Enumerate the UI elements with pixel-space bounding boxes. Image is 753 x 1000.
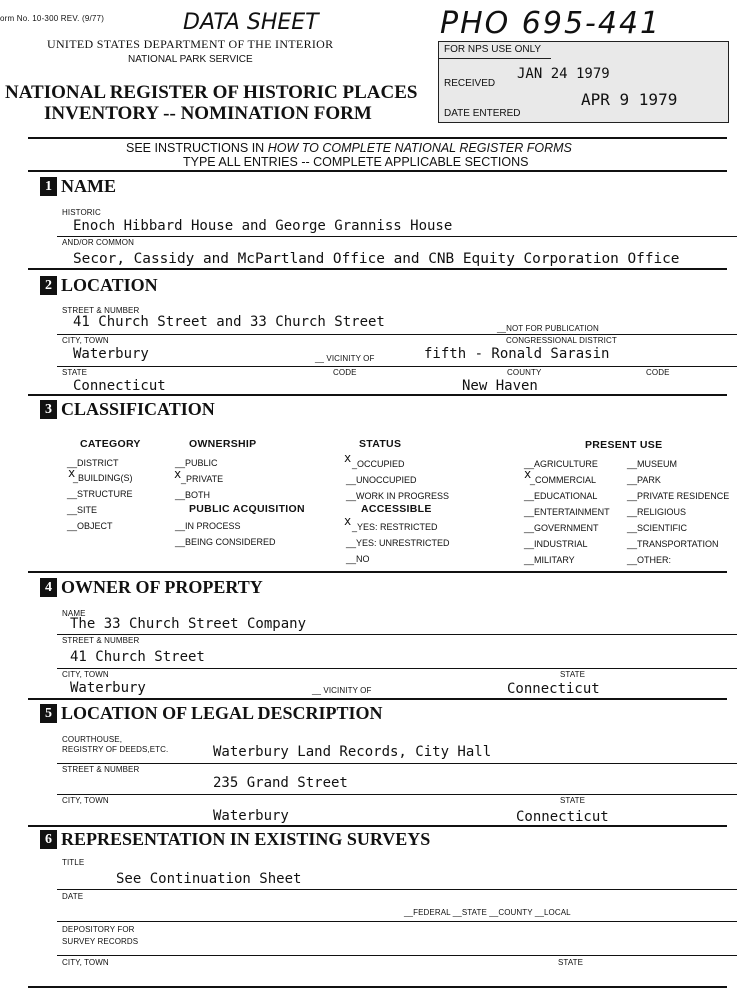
ownership-private: _PRIVATE (181, 474, 224, 484)
section-number-1: 1 (40, 177, 57, 196)
rule (28, 698, 727, 700)
section-number-3: 3 (40, 400, 57, 419)
legal-city-label: CITY, TOWN (62, 796, 109, 805)
owner-street-label: STREET & NUMBER (62, 636, 140, 645)
use-government: __GOVERNMENT (524, 523, 599, 533)
public-acquisition-header: PUBLIC ACQUISITION (189, 503, 305, 515)
x-mark: x (344, 451, 352, 465)
category-district: __DISTRICT (67, 458, 119, 468)
agency-name: UNITED STATES DEPARTMENT OF THE INTERIOR (47, 37, 334, 51)
survey-state-label: STATE (558, 958, 584, 967)
form-title-line2: INVENTORY -- NOMINATION FORM (44, 103, 372, 124)
rule (28, 268, 727, 270)
use-religious: __RELIGIOUS (627, 507, 687, 517)
rule (28, 825, 727, 827)
accessible-yes-unrestricted: __YES: UNRESTRICTED (346, 538, 450, 548)
rule (57, 634, 737, 635)
not-for-publication: __NOT FOR PUBLICATION (497, 324, 599, 333)
use-industrial: __INDUSTRIAL (524, 539, 588, 549)
rule (57, 763, 737, 764)
section-number-2: 2 (40, 276, 57, 295)
rule (57, 955, 737, 956)
legal-street-value: 235 Grand Street (213, 775, 348, 791)
instructions-prefix: SEE INSTRUCTIONS IN (126, 141, 268, 155)
form-title-line1: NATIONAL REGISTER OF HISTORIC PLACES (5, 82, 418, 103)
section-title-classification: CLASSIFICATION (61, 399, 215, 419)
handwritten-id: PHO 695-441 (440, 6, 662, 41)
use-park: __PARK (627, 475, 661, 485)
rule (57, 794, 737, 795)
section-title-location: LOCATION (61, 275, 158, 295)
status-header: STATUS (359, 438, 402, 450)
x-mark: x (524, 467, 532, 481)
owner-city-value: Waterbury (70, 680, 146, 696)
use-agriculture: __AGRICULTURE (524, 459, 598, 469)
depository-label-line1: DEPOSITORY FOR (62, 925, 135, 934)
county-value: New Haven (462, 378, 538, 394)
code-label: CODE (333, 368, 357, 377)
use-scientific: __SCIENTIFIC (627, 523, 688, 533)
common-name-label: AND/OR COMMON (62, 238, 134, 247)
rule (57, 334, 737, 335)
category-buildings: _BUILDING(S) (73, 473, 133, 483)
use-transportation: __TRANSPORTATION (627, 539, 719, 549)
instructions-line2: TYPE ALL ENTRIES -- COMPLETE APPLICABLE SECTIONS (183, 155, 529, 169)
x-mark: x (174, 467, 182, 481)
rule (57, 668, 737, 669)
courthouse-label-line2: REGISTRY OF DEEDS,ETC. (62, 745, 169, 754)
nps-box-divider (439, 58, 551, 59)
congressional-district-label: CONGRESSIONAL DISTRICT (506, 336, 617, 345)
survey-levels: __FEDERAL __STATE __COUNTY __LOCAL (404, 908, 571, 917)
congressional-district-value: fifth - Ronald Sarasin (424, 346, 610, 362)
ownership-public: __PUBLIC (175, 458, 218, 468)
acquisition-in-process: __IN PROCESS (175, 521, 241, 531)
rule (28, 137, 727, 139)
courthouse-label-line1: COURTHOUSE, (62, 735, 123, 744)
category-object: __OBJECT (67, 521, 113, 531)
section-title-legal-description: LOCATION OF LEGAL DESCRIPTION (61, 703, 383, 723)
survey-title-label: TITLE (62, 858, 85, 867)
category-site: __SITE (67, 505, 98, 515)
received-label: RECEIVED (444, 78, 496, 89)
nps-use-box (438, 41, 729, 123)
owner-name-value: The 33 Church Street Company (70, 616, 307, 632)
section-number-6: 6 (40, 830, 57, 849)
handwritten-data-sheet: DATA SHEET (183, 10, 319, 35)
section-number-5: 5 (40, 704, 57, 723)
accessible-yes-restricted: _YES: RESTRICTED (352, 522, 438, 532)
date-entered-label: DATE ENTERED (444, 108, 521, 119)
rule (57, 366, 737, 367)
owner-vicinity-label: __ VICINITY OF (312, 686, 372, 695)
category-structure: __STRUCTURE (67, 489, 133, 499)
section-title-owner: OWNER OF PROPERTY (61, 577, 263, 597)
survey-title-value: See Continuation Sheet (116, 871, 302, 887)
state-label: STATE (62, 368, 88, 377)
nps-box-heading: FOR NPS USE ONLY (444, 44, 542, 55)
rule (28, 986, 727, 988)
status-work-in-progress: __WORK IN PROGRESS (346, 491, 450, 501)
rule (57, 921, 737, 922)
section-number-4: 4 (40, 578, 57, 597)
received-date: JAN 24 1979 (517, 66, 610, 82)
status-occupied: _OCCUPIED (352, 459, 405, 469)
service-name: NATIONAL PARK SERVICE (128, 54, 253, 65)
street-value: 41 Church Street and 33 Church Street (73, 314, 385, 330)
historic-label: HISTORIC (62, 208, 101, 217)
rule (28, 394, 727, 396)
city-label: CITY, TOWN (62, 336, 109, 345)
x-mark: x (344, 514, 352, 528)
vicinity-label: __ VICINITY OF (315, 354, 375, 363)
common-name-value: Secor, Cassidy and McPartland Office and CNB Equity Corporation Office (73, 251, 680, 267)
owner-state-value: Connecticut (507, 681, 600, 697)
rule (57, 236, 737, 237)
county-code-label: CODE (646, 368, 670, 377)
use-private-residence: __PRIVATE RESIDENCE (627, 491, 730, 501)
legal-city-value: Waterbury (213, 808, 289, 824)
status-unoccupied: __UNOCCUPIED (346, 475, 417, 485)
rule (57, 889, 737, 890)
county-label: COUNTY (507, 368, 542, 377)
use-military: __MILITARY (524, 555, 575, 565)
owner-city-label: CITY, TOWN (62, 670, 109, 679)
use-educational: __EDUCATIONAL (524, 491, 598, 501)
historic-name-value: Enoch Hibbard House and George Granniss House (73, 218, 453, 234)
entered-date: APR 9 1979 (581, 90, 678, 109)
state-value: Connecticut (73, 378, 166, 394)
use-other: __OTHER: (627, 555, 672, 565)
use-entertainment: __ENTERTAINMENT (524, 507, 610, 517)
use-commercial: _COMMERCIAL (530, 475, 597, 485)
instructions-line1 (126, 141, 572, 155)
use-museum: __MUSEUM (627, 459, 678, 469)
rule (28, 170, 727, 172)
legal-state-value: Connecticut (516, 809, 609, 825)
section-title-name: NAME (61, 176, 116, 196)
category-header: CATEGORY (80, 438, 141, 450)
owner-name-label: NAME (62, 609, 86, 618)
owner-state-label: STATE (560, 670, 586, 679)
survey-date-label: DATE (62, 892, 84, 901)
ownership-header: OWNERSHIP (189, 438, 257, 450)
rule (28, 571, 727, 573)
accessible-no: __NO (346, 554, 370, 564)
city-value: Waterbury (73, 346, 149, 362)
courthouse-value: Waterbury Land Records, City Hall (213, 744, 492, 760)
present-use-header: PRESENT USE (585, 439, 663, 451)
x-mark: x (68, 466, 76, 480)
depository-label-line2: SURVEY RECORDS (62, 937, 139, 946)
section-title-surveys: REPRESENTATION IN EXISTING SURVEYS (61, 829, 431, 849)
instructions-title: HOW TO COMPLETE NATIONAL REGISTER FORMS (267, 141, 572, 155)
survey-city-label: CITY, TOWN (62, 958, 109, 967)
street-label: STREET & NUMBER (62, 306, 140, 315)
acquisition-being-considered: __BEING CONSIDERED (175, 537, 276, 547)
ownership-both: __BOTH (175, 490, 211, 500)
legal-street-label: STREET & NUMBER (62, 765, 140, 774)
owner-street-value: 41 Church Street (70, 649, 205, 665)
accessible-header: ACCESSIBLE (361, 503, 432, 515)
legal-state-label: STATE (560, 796, 586, 805)
form-number: orm No. 10-300 REV. (9/77) (0, 14, 105, 23)
